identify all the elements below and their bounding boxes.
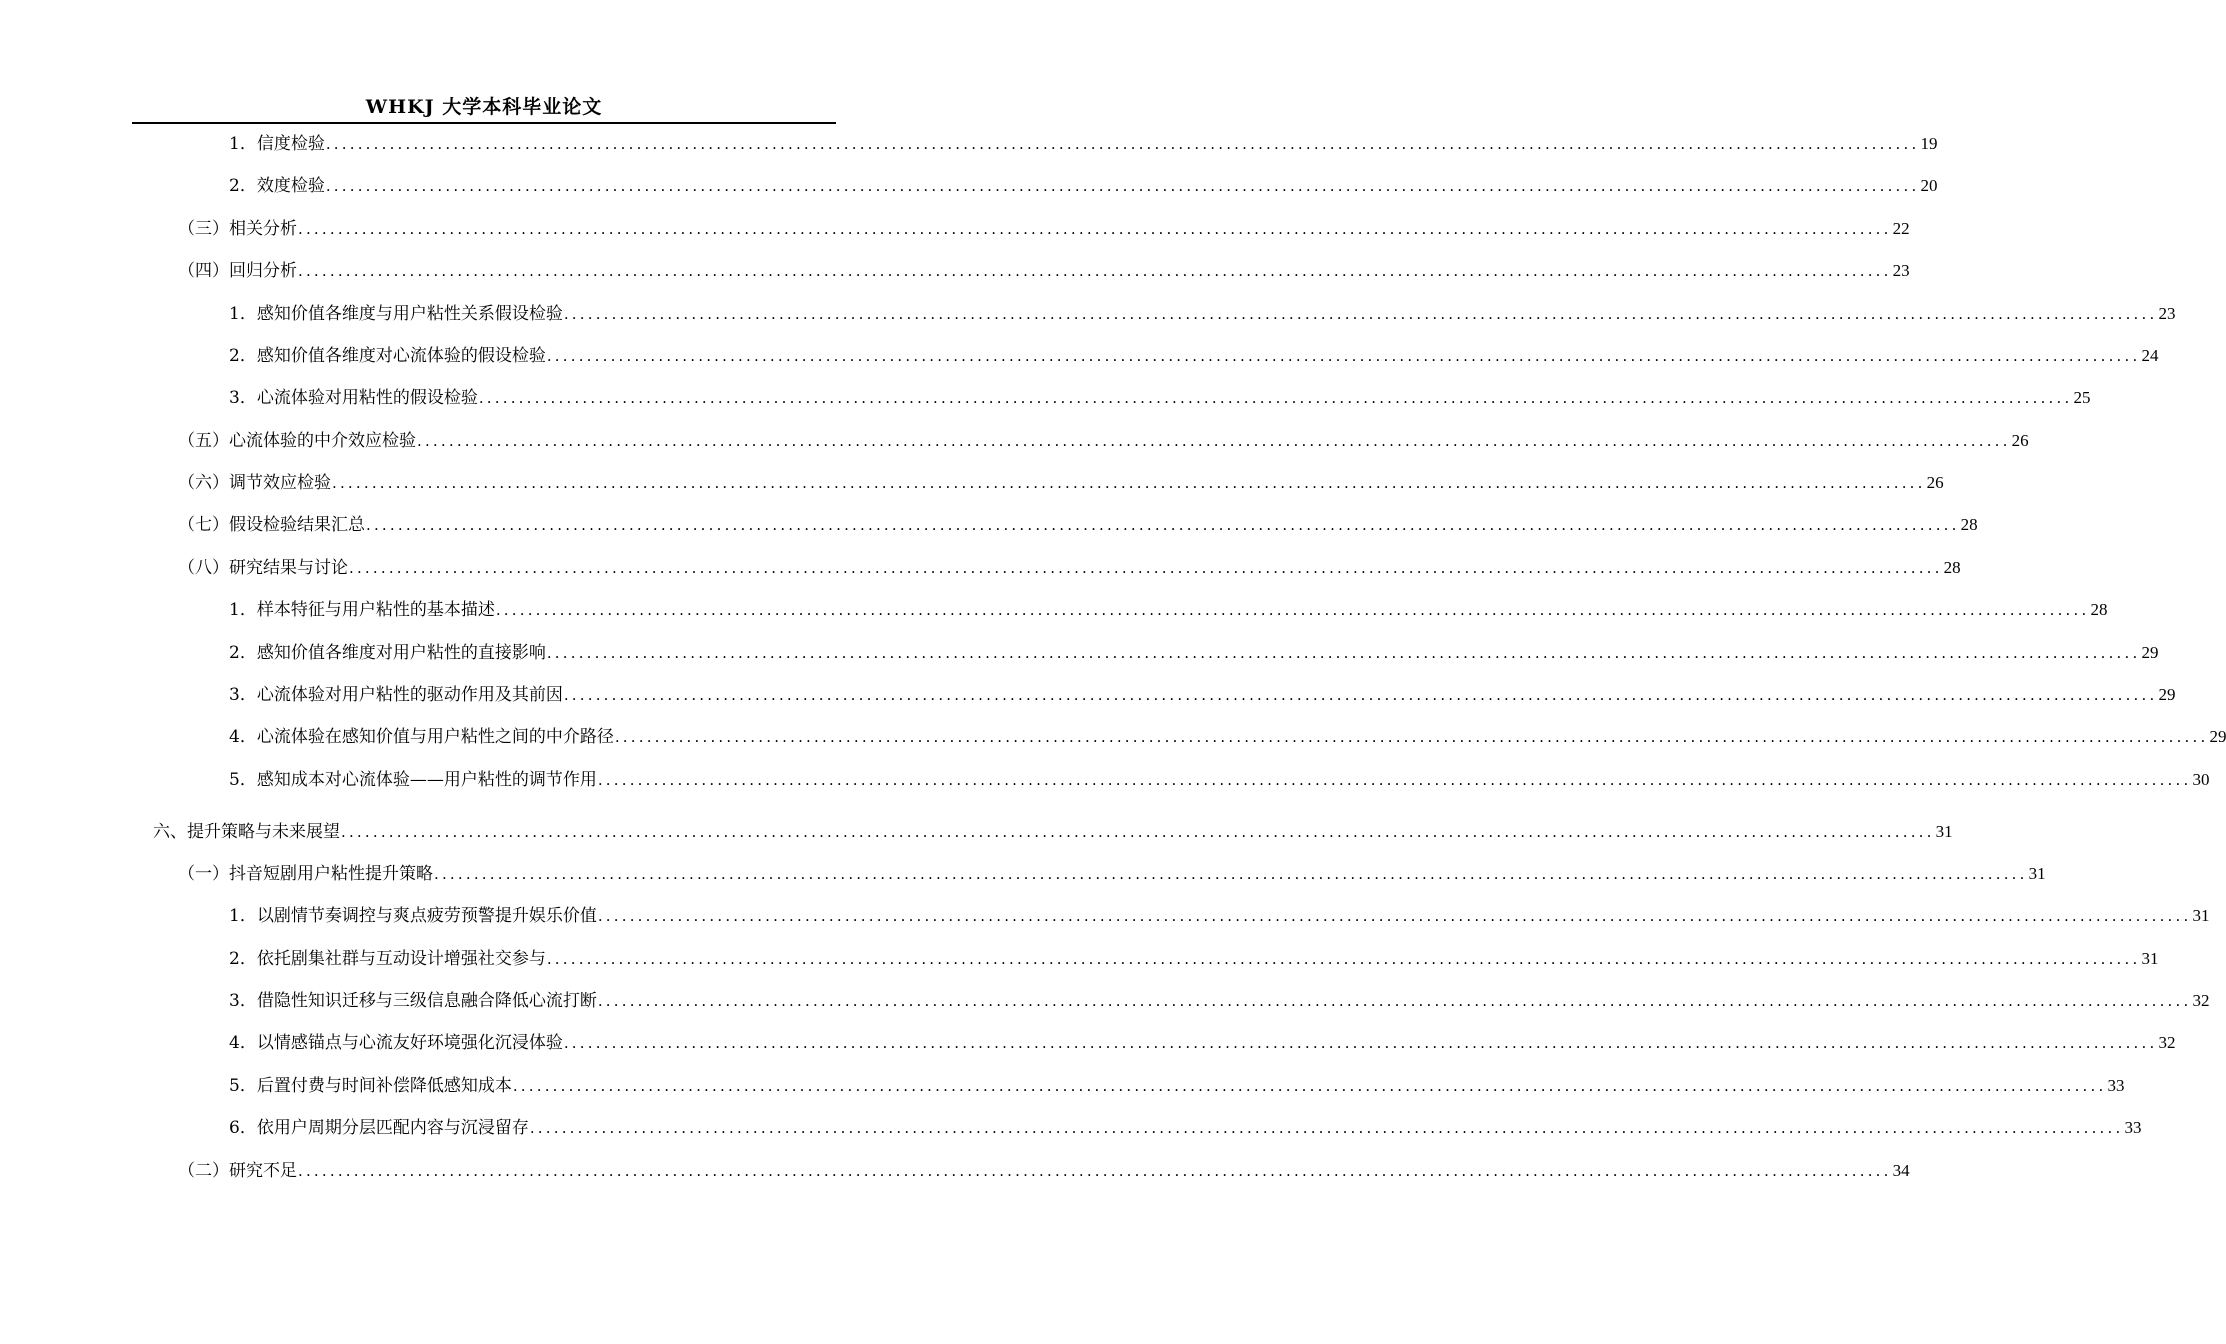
- toc-dot-leader: ........................................................................................................................................................................................................: [434, 865, 2028, 883]
- toc-dot-leader: ........................................................................................................................................................................................................: [495, 601, 2090, 619]
- toc-entry-title: 六、提升策略与未来展望: [153, 822, 340, 842]
- toc-page-number: 34: [1892, 1161, 1910, 1180]
- toc-entry[interactable]: [229, 903, 2210, 929]
- toc-entry-title: 2．依托剧集社群与互动设计增强社交参与: [229, 949, 546, 969]
- toc-page-number: 23: [1892, 261, 1910, 280]
- toc-entry[interactable]: [229, 1030, 2176, 1056]
- toc-page-number: 29: [2141, 643, 2159, 662]
- toc-entry[interactable]: [229, 131, 1938, 157]
- toc-entry[interactable]: [178, 470, 1944, 496]
- toc-dot-leader: ........................................................................................................................................................................................................: [546, 950, 2141, 968]
- toc-page-number: 26: [2011, 431, 2029, 450]
- toc-entry[interactable]: [229, 343, 2159, 369]
- toc-page-number: 31: [1935, 822, 1953, 841]
- toc-entry-title: （一）抖音短剧用户粘性提升策略: [178, 864, 433, 884]
- toc-entry-title: 6．依用户周期分层匹配内容与沉浸留存: [229, 1118, 529, 1138]
- header-title: WHKJ 大学本科毕业论文: [365, 96, 603, 118]
- toc-entry-title: 5．后置付费与时间补偿降低感知成本: [229, 1076, 512, 1096]
- toc-dot-leader: ........................................................................................................................................................................................................: [512, 1077, 2107, 1095]
- toc-entry[interactable]: [229, 301, 2176, 327]
- toc-entry[interactable]: [229, 385, 2091, 411]
- toc-entry[interactable]: [153, 819, 1953, 845]
- toc-page-number: 28: [2090, 600, 2108, 619]
- toc-page-number: 19: [1920, 134, 1938, 153]
- toc-dot-leader: ........................................................................................................................................................................................................: [546, 644, 2141, 662]
- toc-dot-leader: ........................................................................................................................................................................................................: [614, 728, 2209, 746]
- toc-page-number: 30: [2192, 770, 2210, 789]
- toc-page-number: 31: [2192, 906, 2210, 925]
- toc-dot-leader: ........................................................................................................................................................................................................: [366, 516, 1960, 534]
- toc-entry-title: （五）心流体验的中介效应检验: [178, 431, 416, 451]
- toc-entry[interactable]: [178, 861, 2046, 887]
- toc-entry-title: 4．以情感锚点与心流友好环境强化沉浸体验: [229, 1033, 563, 1053]
- toc-dot-leader: ........................................................................................................................................................................................................: [563, 686, 2158, 704]
- toc-page-number: 24: [2141, 346, 2159, 365]
- toc-entry[interactable]: [229, 173, 1938, 199]
- toc-page-number: 33: [2107, 1076, 2125, 1095]
- toc-entry-title: 1．感知价值各维度与用户粘性关系假设检验: [229, 304, 563, 324]
- toc-dot-leader: ........................................................................................................................................................................................................: [417, 432, 2011, 450]
- toc-page-number: 33: [2124, 1118, 2142, 1137]
- toc-entry-title: （六）调节效应检验: [178, 473, 331, 493]
- toc-page-number: 28: [1943, 558, 1961, 577]
- toc-dot-leader: ........................................................................................................................................................................................................: [349, 559, 1943, 577]
- toc-dot-leader: ........................................................................................................................................................................................................: [478, 389, 2073, 407]
- toc-entry[interactable]: [178, 555, 1961, 581]
- toc-page-number: 31: [2028, 864, 2046, 883]
- toc-entry-title: 1．样本特征与用户粘性的基本描述: [229, 600, 495, 620]
- toc-dot-leader: ........................................................................................................................................................................................................: [597, 771, 2192, 789]
- toc-dot-leader: ........................................................................................................................................................................................................: [597, 907, 2192, 925]
- toc-entry[interactable]: [229, 597, 2108, 623]
- toc-page-number: 31: [2141, 949, 2159, 968]
- toc-page-number: 22: [1892, 219, 1910, 238]
- toc-dot-leader: ........................................................................................................................................................................................................: [325, 177, 1920, 195]
- toc-entry[interactable]: [229, 767, 2210, 793]
- toc-entry-title: （三）相关分析: [178, 219, 297, 239]
- toc-dot-leader: ........................................................................................................................................................................................................: [325, 135, 1920, 153]
- toc-entry[interactable]: [178, 1158, 1910, 1184]
- toc-dot-leader: ........................................................................................................................................................................................................: [563, 1034, 2158, 1052]
- toc-page-number: 29: [2209, 727, 2226, 746]
- toc-entry[interactable]: [229, 682, 2176, 708]
- toc-page-number: 20: [1920, 176, 1938, 195]
- toc-entry-title: 2．效度检验: [229, 176, 325, 196]
- toc-entry-title: 2．感知价值各维度对心流体验的假设检验: [229, 346, 546, 366]
- toc-dot-leader: ........................................................................................................................................................................................................: [597, 992, 2192, 1010]
- toc-dot-leader: ........................................................................................................................................................................................................: [529, 1119, 2124, 1137]
- toc-page-number: 25: [2073, 388, 2091, 407]
- toc-page-number: 29: [2158, 685, 2176, 704]
- toc-entry-title: （四）回归分析: [178, 261, 297, 281]
- toc-entry[interactable]: [178, 428, 2029, 454]
- toc-entry[interactable]: [229, 988, 2210, 1014]
- toc-dot-leader: ........................................................................................................................................................................................................: [563, 305, 2158, 323]
- toc-entry[interactable]: [229, 1073, 2125, 1099]
- toc-entry[interactable]: [178, 512, 1978, 538]
- toc-entry-title: （八）研究结果与讨论: [178, 558, 348, 578]
- toc-entry-title: （二）研究不足: [178, 1161, 297, 1181]
- toc-page-number: 28: [1960, 515, 1978, 534]
- toc-dot-leader: ........................................................................................................................................................................................................: [298, 1162, 1892, 1180]
- toc-entry[interactable]: [178, 258, 1910, 284]
- toc-entry[interactable]: [178, 216, 1910, 242]
- toc-page-number: 32: [2158, 1033, 2176, 1052]
- toc-page-number: 26: [1926, 473, 1944, 492]
- toc-entry[interactable]: [229, 724, 2226, 750]
- toc-dot-leader: ........................................................................................................................................................................................................: [298, 220, 1892, 238]
- toc-entry-title: 2．感知价值各维度对用户粘性的直接影响: [229, 643, 546, 663]
- toc-entry[interactable]: [229, 640, 2159, 666]
- toc-dot-leader: ........................................................................................................................................................................................................: [298, 262, 1892, 280]
- toc-entry-title: 3．心流体验对用户粘性的驱动作用及其前因: [229, 685, 563, 705]
- toc-dot-leader: ........................................................................................................................................................................................................: [546, 347, 2141, 365]
- toc-page-number: 32: [2192, 991, 2210, 1010]
- toc-entry[interactable]: [229, 946, 2159, 972]
- toc-page-number: 23: [2158, 304, 2176, 323]
- toc-entry[interactable]: [229, 1115, 2142, 1141]
- toc-entry-title: 3．借隐性知识迁移与三级信息融合降低心流打断: [229, 991, 597, 1011]
- toc-entry-title: 3．心流体验对用粘性的假设检验: [229, 388, 478, 408]
- toc-entry-title: （七）假设检验结果汇总: [178, 515, 365, 535]
- toc-entry-title: 4．心流体验在感知价值与用户粘性之间的中介路径: [229, 727, 614, 747]
- toc-entry-title: 5．感知成本对心流体验——用户粘性的调节作用: [229, 770, 597, 790]
- toc-dot-leader: ........................................................................................................................................................................................................: [332, 474, 1926, 492]
- toc-entry-title: 1．以剧情节奏调控与爽点疲劳预警提升娱乐价值: [229, 906, 597, 926]
- toc-dot-leader: ........................................................................................................................................................................................................: [341, 823, 1935, 841]
- toc-entry-title: 1．信度检验: [229, 134, 325, 154]
